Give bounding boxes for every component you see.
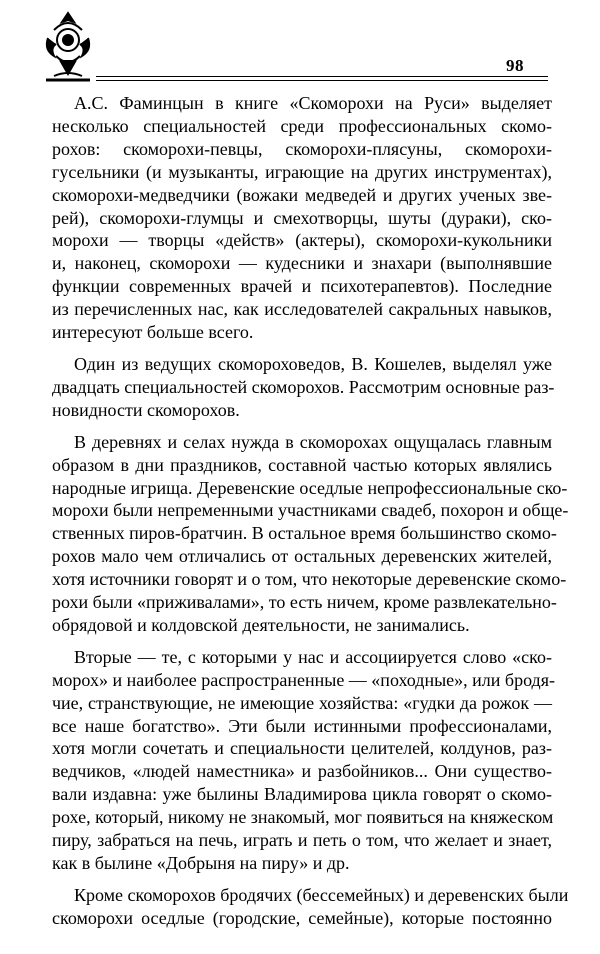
text-body <box>52 92 569 939</box>
text-line: несколько специальностей среди профессиональных скомо- <box>52 115 552 136</box>
text-line: из перечисленных нас, как исследователей сакральных навыков, <box>52 299 552 320</box>
text-line: рохе, который, никому не знакомый, мог появиться на княжеском <box>52 807 554 828</box>
text-line: морохи были непременными участниками свадеб, похорон и обще- <box>52 500 569 521</box>
text-line: рохов мало чем отличались от остальных деревенских жителей, <box>52 546 552 567</box>
paragraph <box>52 646 555 875</box>
text-line: образом в дни праздников, составной частью которых являлись <box>52 454 552 475</box>
text-line: В деревнях и селах нужда в скоморохах ощущалась главным <box>74 431 552 452</box>
text-line: новидности скоморохов. <box>52 399 240 420</box>
text-line: чие, странствующие, не имеющие хозяйства: «гудки да рожок — <box>52 692 552 713</box>
text-line: рохи были «приживалами», то есть ничем, кроме развлекательно- <box>52 592 557 613</box>
text-line: гусельники (и музыканты, играющие на других инструментах), <box>52 161 552 182</box>
text-line: скоморохи-медведчики (вожаки медведей и других ученых зве- <box>52 184 552 205</box>
text-line: народные игрища. Деревенские оседлые непрофессиональные ско- <box>52 477 568 498</box>
text-line: функции современных врачей и психотерапевтов). Последние <box>52 276 552 297</box>
text-line: вали издавна: уже былины Владимирова цикла говорят о скомо- <box>52 784 552 805</box>
text-line: двадцать специальностей скоморохов. Рассмотрим основные раз- <box>52 376 555 397</box>
text-line: Кроме скоморохов бродячих (бессемейных) и деревенских были <box>74 884 569 905</box>
text-line: А.С. Фаминцын в книге «Скоморохи на Руси» выделяет <box>74 93 552 113</box>
text-line: интересуют больше всего. <box>52 322 254 343</box>
text-line: все наше богатство». Эти были истинными профессионалами, <box>52 715 552 736</box>
text-line: Один из ведущих скомороховедов, В. Кошелев, выделял уже <box>74 353 552 374</box>
text-line: хотя источники говорят и о том, что некоторые деревенские скомо- <box>52 569 567 590</box>
ornamental-crest-icon <box>40 10 96 84</box>
text-line: скоморохи оседлые (городские, семейные), которые постоянно <box>52 907 552 928</box>
text-line: Вторые — те, с которыми у нас и ассоциируется слово «ско- <box>74 646 552 667</box>
text-line: рей), скоморохи-глумцы и смехотворцы, шуты (дураки), ско- <box>52 207 552 228</box>
text-line: хотя могли сочетать и специальности целителей, колдунов, раз- <box>52 738 552 759</box>
paragraph <box>52 431 569 637</box>
text-line: морохи — творцы «действ» (актеры), скоморохи-кукольники <box>52 230 552 251</box>
header-rule <box>96 76 548 77</box>
text-line: пиру, забраться на печь, играть и петь о том, что желает и знает, <box>52 830 552 851</box>
paragraph <box>52 92 552 344</box>
text-line: обрядовой и колдовской деятельности, не занимались. <box>52 614 470 635</box>
paragraph <box>52 353 555 422</box>
text-line: как в былине «Добрыня на пиру» и др. <box>52 853 350 873</box>
paragraph <box>52 884 569 930</box>
text-line: морох» и наиболее распространенные — «походные», или бродя- <box>52 669 555 690</box>
text-line: и, наконец, скоморохи — кудесники и знахари (выполнявшие <box>52 253 552 274</box>
text-line: ведчиков, «людей наместника» и разбойников... Они существо- <box>52 761 552 782</box>
header-rule-thin <box>96 80 548 81</box>
page-number: 98 <box>506 56 524 75</box>
text-line: рохов: скоморохи-певцы, скоморохи-плясуны, скоморохи- <box>52 138 552 159</box>
text-line: ственных пиров-братчин. В остальное время большинство скомо- <box>52 523 557 544</box>
